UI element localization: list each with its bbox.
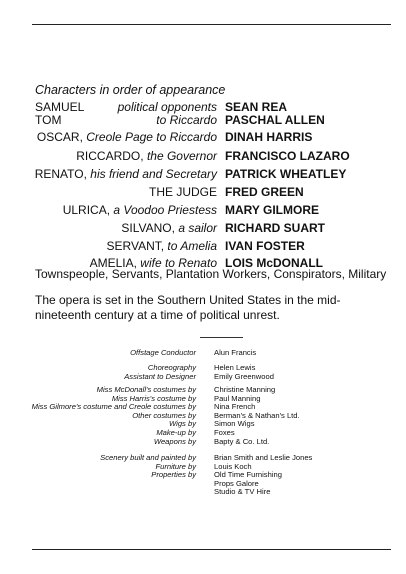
credit-role: Assistant to Designer: [124, 371, 196, 381]
credit-name: Old Time Furnishing: [214, 470, 282, 480]
credit-name: Paul Manning: [214, 393, 261, 403]
cast-role-judge: THE JUDGE: [148, 185, 217, 199]
bottom-rule: [32, 549, 391, 550]
cast-actor-servant: IVAN FOSTER: [225, 239, 305, 253]
credit-name: Helen Lewis: [214, 363, 256, 372]
cast-actor-tom: PASCHAL ALLEN: [225, 113, 325, 127]
ensemble-line: Townspeople, Servants, Plantation Workers, Conspirators, Military: [35, 267, 387, 281]
cast-role-ulrica: ULRICA, a Voodoo Priestess: [62, 203, 217, 217]
credits-names-group1: [214, 349, 256, 358]
credits-names-group2: [214, 364, 274, 381]
cast-actor-renato: PATRICK WHEATLEY: [225, 167, 347, 181]
cast-role-tom: TOM: [35, 113, 62, 127]
cast-role-riccardo: RICCARDO, the Governor: [76, 149, 217, 163]
credit-role: Choreography: [147, 363, 196, 372]
cast-actor-riccardo: FRANCISCO LAZARO: [225, 149, 350, 163]
credit-role: Miss Harris's costume by: [111, 393, 196, 403]
credit-role: Miss Gilmore's costume and Creole costumes by: [31, 402, 196, 412]
cast-actor-amelia: LOIS McDONALL: [225, 256, 323, 270]
credits-names-group4: [214, 454, 312, 497]
cast-role-oscar: OSCAR, Creole Page to Riccardo: [36, 130, 217, 144]
credit-role: Other costumes by: [132, 410, 196, 420]
credit-name: Nina French: [214, 402, 256, 412]
credit-name: Props Galore: [214, 478, 259, 488]
cast-role-silvano: SILVANO, a sailor: [121, 221, 217, 235]
credits-roles-group2: [124, 364, 196, 381]
cast-role-renato: RENATO, his friend and Secretary: [34, 167, 217, 181]
cast-role-servant: SERVANT, to Amelia: [106, 239, 217, 253]
cast-actor-oscar: DINAH HARRIS: [225, 130, 313, 144]
cast-heading: Characters in order of appearance: [35, 83, 226, 97]
cast-actor-judge: FRED GREEN: [225, 185, 304, 199]
cast-desc-tom: to Riccardo: [156, 113, 217, 127]
cast-role-samuel: SAMUEL: [35, 100, 85, 114]
cast-actor-samuel: SEAN REA: [225, 100, 288, 114]
credits-roles-group4: [100, 454, 196, 480]
credits-roles-group3: [32, 386, 196, 446]
cast-role-amelia: AMELIA, wife to Renato: [89, 256, 217, 270]
credits-roles-group1: [130, 349, 196, 358]
credit-name: Bapty & Co. Ltd.: [214, 436, 270, 446]
credits-names-group3: [214, 386, 300, 446]
setting-note: The opera is set in the Southern United States in the mid-nineteenth century at a time of political unrest.: [35, 293, 341, 322]
cast-actor-silvano: RICHARD SUART: [225, 221, 325, 235]
credit-role: Furniture by: [155, 461, 196, 471]
credit-name: Brian Smith and Leslie Jones: [214, 453, 313, 462]
credit-role: Offstage Conductor: [130, 348, 196, 357]
credit-name: Emily Greenwood: [214, 371, 274, 381]
credit-role: Wigs by: [169, 419, 196, 429]
credit-role: Scenery built and painted by: [100, 453, 196, 462]
top-rule: [32, 24, 391, 25]
credit-role: Properties by: [151, 470, 196, 480]
cast-actor-ulrica: MARY GILMORE: [225, 203, 320, 217]
mid-rule: [200, 337, 243, 338]
credit-name: Alun Francis: [214, 348, 257, 357]
credit-name: Christine Manning: [214, 385, 276, 394]
credit-name: Louis Koch: [214, 461, 252, 471]
credit-name: Simon Wigs: [214, 419, 255, 429]
credit-role: Miss McDonall's costumes by: [96, 385, 196, 394]
credit-role: Make-up by: [156, 427, 196, 437]
credit-name: Studio & TV Hire: [214, 487, 271, 497]
cast-desc-samuel: political opponents: [117, 100, 217, 114]
credit-role: Weapons by: [153, 436, 196, 446]
credit-name: Berman's & Nathan's Ltd.: [214, 410, 300, 420]
credit-name: Foxes: [214, 427, 235, 437]
